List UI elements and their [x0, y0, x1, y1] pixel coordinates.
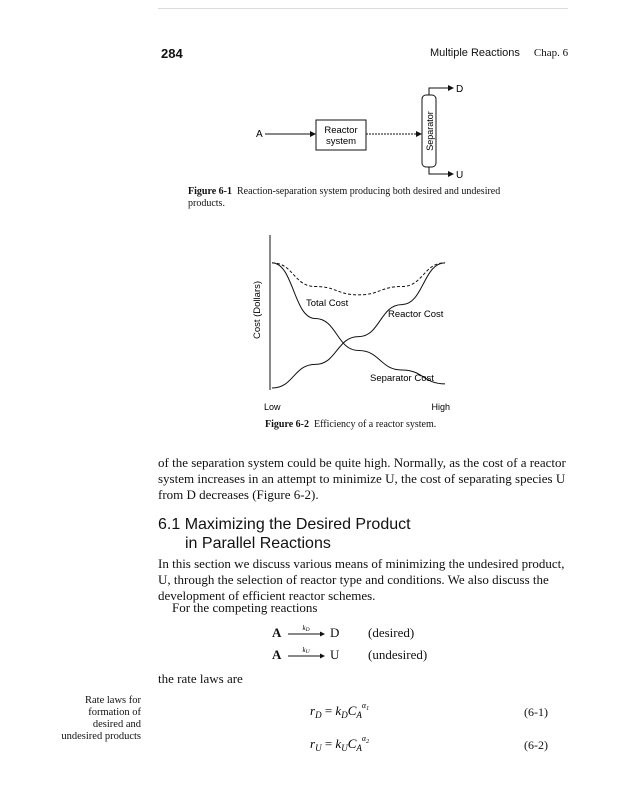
reactor-label-2: system	[325, 136, 357, 147]
reaction-arrow-1	[286, 623, 326, 641]
separator-label: Separator	[425, 111, 435, 151]
total-cost-curve	[272, 263, 445, 295]
reactor-label-1: Reactor	[324, 125, 358, 136]
svg-text:kD: kD	[302, 624, 310, 633]
margin-note-line2: formation of	[88, 707, 141, 718]
input-a-label: A	[256, 129, 263, 140]
section-number: 6.1	[158, 516, 181, 533]
figure2-caption-text: Efficiency of a reactor system.	[313, 419, 437, 430]
separator-cost-label: Separator Cost	[370, 373, 434, 384]
svg-text:kU: kU	[302, 646, 310, 655]
product-d: D	[330, 625, 340, 640]
margin-note-line4: undesired products	[61, 731, 141, 742]
output-d-label: D	[456, 84, 464, 95]
paragraph-3: For the competing reactions	[172, 600, 318, 615]
feed-arrowhead	[310, 131, 316, 137]
equation-6-2	[310, 733, 420, 753]
reaction-scheme	[272, 623, 472, 665]
y-axis-label: Cost (Dollars)	[252, 280, 263, 340]
paragraph-2: In this section we discuss various means of minimizing the undesired product, U, through the selection of reactor type and conditions. We also discuss the development of efficient reactor schemes.	[158, 556, 565, 603]
margin-note-line3: desired and	[92, 719, 141, 730]
reactant-a-2: A	[272, 647, 282, 662]
equation-6-1	[310, 700, 420, 720]
x-low-label: Low	[264, 402, 281, 412]
bottom-outlet-arrowhead	[448, 171, 454, 177]
figure1-label: Figure 6-1	[188, 186, 232, 197]
product-u: U	[330, 647, 340, 662]
total-cost-label: Total Cost	[306, 298, 349, 309]
separator-inlet-arrowhead	[416, 131, 422, 137]
x-high-label: High	[431, 402, 450, 412]
chart-curves	[272, 263, 445, 388]
equation-number-6-1: (6-1)	[524, 705, 548, 719]
equation-number-6-2: (6-2)	[524, 738, 548, 752]
top-outlet-line	[429, 88, 448, 95]
section-title-1: Maximizing the Desired Product	[184, 516, 411, 533]
page-number: 284	[161, 46, 183, 61]
section-heading	[158, 515, 458, 553]
section-title-2: in Parallel Reactions	[185, 535, 331, 552]
output-u-label: U	[456, 170, 464, 181]
svg-text:rU = kUCAα2: $r_U = k_UC_A^\alpha 2$	[310, 734, 370, 753]
cost-chart	[250, 230, 465, 415]
figure1-caption-text: Reaction-separation system producing both desired and undesired products.	[188, 186, 501, 209]
figure2-label: Figure 6-2	[265, 419, 309, 430]
reactant-a-1: A	[272, 625, 282, 640]
desired-note: (desired)	[368, 625, 415, 640]
running-head	[430, 47, 568, 59]
top-outlet-arrowhead	[448, 85, 454, 91]
figure2-caption	[265, 419, 436, 431]
margin-note	[31, 695, 141, 743]
chapter-label: Chap. 6	[533, 47, 569, 59]
top-rule	[158, 8, 568, 9]
svg-text:rD = kDCAα1: $r_D = k_DC_A^\alpha 1$	[310, 701, 370, 720]
undesired-note: (undesired)	[368, 647, 428, 662]
paragraph-1: of the separation system could be quite high. Normally, as the cost of a reactor system increases in an attempt to minimize U, the cost of separating species U from D decreases (Figure 6-2).	[158, 455, 566, 502]
bottom-outlet-line	[429, 167, 448, 174]
reaction-undesired	[272, 645, 472, 665]
reaction-desired	[272, 623, 472, 643]
running-title: Multiple Reactions	[430, 47, 520, 59]
reaction-separation-diagram	[240, 80, 480, 185]
paragraph-4: the rate laws are	[158, 671, 243, 686]
reaction-arrow-2	[286, 645, 326, 663]
section-heading-line1	[158, 515, 458, 534]
figure1-caption	[188, 186, 518, 210]
margin-note-line1: Rate laws for	[85, 695, 141, 706]
separator-cost-curve	[272, 263, 445, 384]
reactor-cost-curve	[272, 263, 445, 388]
reactor-cost-label: Reactor Cost	[388, 309, 444, 320]
